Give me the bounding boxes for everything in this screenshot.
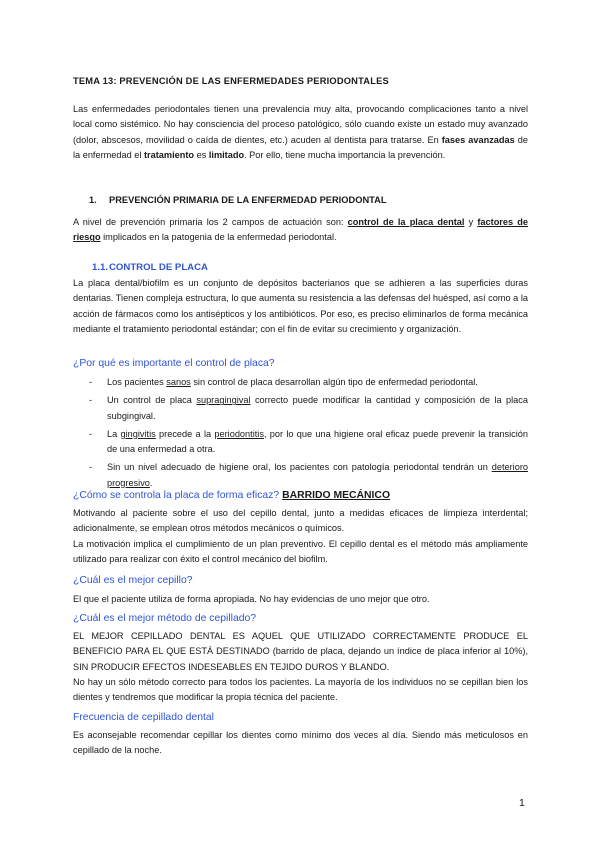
document-title: TEMA 13: PREVENCIÓN DE LAS ENFERMEDADES PERIODONTALES	[73, 76, 389, 86]
intro-paragraph: Las enfermedades periodontales tienen una prevalencia muy alta, provocando complicaciones tanto a nivel local como sistémico. No hay consciencia del proceso patológico, sólo cuando existe un estado muy avanzado (dolor, abscesos, movilidad o caída de dientes, etc.) acuden al dentista para tratarse. En fases avanzadas de la enfermedad el tratamiento es limitado. Por ello, tiene mucha importancia la prevención.	[73, 104, 529, 160]
best-method-paragraph-1: EL MEJOR CEPILLADO DENTAL ES AQUEL QUE UTILIZADO CORRECTAMENTE PRODUCE EL BENEFICIO PARA EL QUE ESTÁ DESTINADO (barrido de placa, dejando un índice de placa inferior al 10%), SIN PRODUCIR EFECTOS INDESEABLES EN TEJIDO DUROS Y BLANDO.	[73, 631, 528, 672]
section-1-paragraph: A nivel de prevención primaria los 2 campos de actuación son: control de la placa dental y factores de riesgo implicados en la patogenia de la enfermedad periodontal.	[73, 217, 528, 243]
how-paragraph-2: La motivación implica el cumplimiento de un plan preventivo. El cepillo dental es el método más ampliamente utilizado para realizar con éxito el control mecánico del biofilm.	[73, 539, 528, 565]
why-bullet-list	[73, 375, 528, 491]
best-brush-paragraph: El que el paciente utiliza de forma apropiada. No hay evidencias de uno mejor que otro.	[73, 594, 430, 604]
list-item: - La gingivitis precede a la periodontitis, por lo que una higiene oral eficaz puede prevenir la transición de una enfermedad a otra.	[89, 428, 528, 455]
section-1-1-heading: 1.1.CONTROL DE PLACA	[92, 262, 208, 273]
page-number: 1	[519, 797, 525, 809]
list-item: - Un control de placa supragingival correcto puede modificar la cantidad y composición de la placa subgingival.	[89, 395, 528, 421]
how-heading: ¿Cómo se controla la placa de forma eficaz? BARRIDO MECÁNICO	[73, 490, 391, 501]
list-item: - Los pacientes sanos sin control de placa desarrollan algún tipo de enfermedad periodontal.	[89, 377, 478, 387]
section-1-heading: 1. PREVENCIÓN PRIMARIA DE LA ENFERMEDAD PERIODONTAL	[89, 195, 387, 205]
frequency-heading: Frecuencia de cepillado dental	[73, 712, 214, 723]
control-placa-paragraph: La placa dental/biofilm es un conjunto de depósitos bacterianos que se adhieren a las superficies duras dentarias. Tienen compleja estructura, lo que aumenta su resistencia a las defensas del huésped, así como a la acción de fármacos como los antisépticos y los antibióticos. Por eso, es preciso eliminarlos de forma mecánica mediante el tratamiento periodontal estándar; con el fin de evitar su crecimiento y organización.	[73, 278, 528, 334]
how-paragraph-1: Motivando al paciente sobre el uso del cepillo dental, junto a medidas eficaces de limpieza interdental; adicionalmente, se emplean otros métodos mecánicos o químicos.	[73, 508, 528, 534]
best-method-heading: ¿Cuál es el mejor método de cepillado?	[73, 613, 257, 624]
frequency-paragraph: Es aconsejable recomendar cepillar los dientes como mínimo dos veces al día. Siendo más meticulosos en cepillado de la noche.	[73, 730, 528, 756]
best-brush-heading: ¿Cuál es el mejor cepillo?	[73, 575, 193, 586]
best-method-paragraph-2: No hay un sólo método correcto para todos los pacientes. La mayoría de los individuos no se cepillan bien los dientes y tendremos que modificar la propia técnica del paciente.	[73, 677, 528, 703]
list-item: - Sin un nivel adecuado de higiene oral, los pacientes con patología periodontal tendrán un deterioro progresivo.	[89, 462, 528, 488]
why-heading: ¿Por qué es importante el control de placa?	[73, 358, 275, 369]
